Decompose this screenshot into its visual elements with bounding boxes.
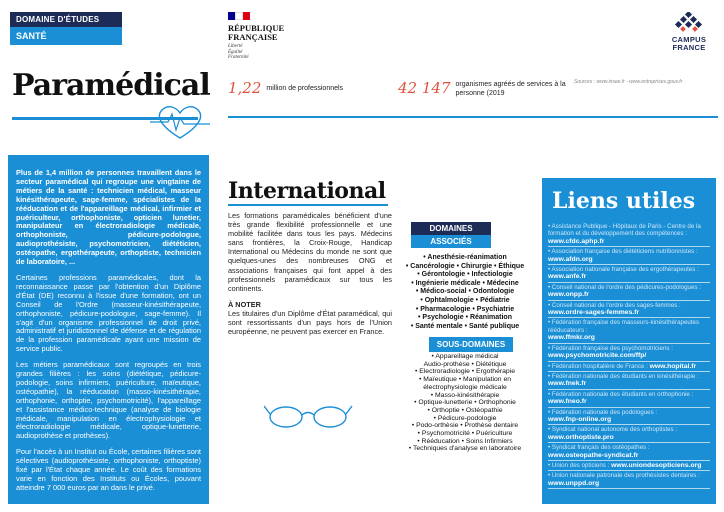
sous-domaine-item: électrophysiologie médicale [423, 383, 507, 391]
lien-url-link[interactable]: www.cfdc.aphp.fr [548, 237, 605, 245]
lien-description: • Conseil national de l'ordre des sages-femmes : [548, 301, 681, 309]
lien-description: • Union nationale patronale des prothésistes dentaires : [548, 472, 700, 480]
international-underline [228, 204, 388, 206]
lien-description: • Fédération nationale des podologues : [548, 408, 658, 416]
international-text [228, 211, 392, 343]
domaine-item: • Santé mentale • Santé publique [410, 322, 520, 330]
lien-url-link[interactable]: www.osteopathe-syndicat.fr [548, 451, 639, 459]
lien-url-link[interactable]: www.uniondesopticiens.org [611, 461, 702, 469]
lien-url-link[interactable]: www.anfe.fr [548, 273, 587, 281]
liens-panel [542, 178, 716, 504]
domaine-item: • Cancérologie • Chirurgie • Éthique [405, 262, 525, 270]
lien-description: • Fédération française des masseurs-kinésithérapeutes rééducateurs : [548, 319, 700, 334]
domaines-list [400, 254, 530, 331]
international-paragraph: Les formations paramédicales bénéficient d'une très grande flexibilité professionnelle et une mobilité facilitée dans tous les pays. Médecins sans frontières, la Croix-Rouge, Handicap International ou Médecins du monde ne sont que quelques-unes des nombreuses ONG et associations françaises qui font appel à des professionnels paramédicaux sur tous les continents. [228, 211, 392, 293]
domaine-item: • Anesthésie-réanimation [423, 254, 507, 261]
stat-professionals [228, 80, 343, 96]
page-title: Paramédical [12, 68, 210, 103]
glasses-icon [264, 400, 354, 430]
sous-domaine-item: • Appareillage médical [431, 353, 499, 360]
sous-domaine-item: • Optique-lunetterie • Orthophonie [414, 399, 516, 407]
lien-description: • Syndicat français des ostéopathes : [548, 444, 650, 452]
domain-tag-top: DOMAINE D'ÉTUDES [10, 12, 122, 27]
lien-description: • Syndicat national autonome des orthoptistes : [548, 426, 678, 434]
sous-domaine-item: • Electroradiologie • Ergothérapie [415, 368, 515, 376]
stat-label: organismes agréés de services à la personne (2019 [455, 81, 566, 97]
rf-motto: Liberté Égalité Fraternité [228, 44, 249, 61]
lien-url-link[interactable]: www.onpp.fr [548, 291, 589, 299]
lien-url-link[interactable]: www.fneo.fr [548, 398, 587, 406]
lien-item [548, 471, 710, 489]
lien-item [548, 222, 710, 247]
domaine-item: • Ingénierie médicale • Médecine [411, 279, 519, 287]
sous-domaine-item: • Psychomotricité • Puériculture [417, 430, 513, 438]
lien-item [548, 283, 710, 301]
sources-note: Sources : www.insee.fr - www.entreprises.gouv.fr [574, 79, 683, 85]
filieres-paragraph: Les métiers paramédicaux sont regroupés en trois grandes filières : les soins (diététique, pédicure-podologie, soins infirmiers, puériculture, maïeutique, ostéopathie), la rééducation (masso-kinésithérapie, orthophonie, orthoptie, psychomotricité), l'appareillage et l'assistance médico-technique (analyse de biologie médicale, manipulation en électrophysiologie et électroradiologie médicale, optique-lunetterie, audioprothèse et prothèses). [16, 360, 201, 441]
sous-domaine-item: • Maïeutique • Manipulation en [418, 376, 512, 384]
lien-url-link[interactable]: www.fnp-online.org [548, 415, 612, 423]
liens-list [548, 222, 710, 489]
lien-description: • Fédération nationale des étudiants en kinésithérapie : [548, 372, 699, 380]
intro-panel [8, 155, 209, 504]
lien-url-link[interactable]: www.ordre-sages-femmes.fr [548, 309, 640, 317]
lien-description: • Association française des diététiciens nutritionnistes : [548, 248, 698, 256]
stat-organisms [398, 80, 568, 98]
lien-description: • Conseil national de l'ordre des pédicures-podologues : [548, 283, 701, 291]
domaine-item: • Gérontologie • Infectiologie [417, 271, 513, 279]
sous-domaine-item: • Pédicure-podologie [433, 414, 497, 422]
lien-item [548, 443, 710, 461]
lien-url-link[interactable]: www.fnek.fr [548, 380, 587, 388]
acces-paragraph: Pour l'accès à un Institut ou École, certaines filières sont sélectives (audioprothésiste, orthophoniste, orthoptiste) fixé par l'État chaque année. Le coût des formations varie en fonction des Instituts ou Écoles, pouvant atteindre 7 000 euros par an dans le privé. [16, 447, 201, 492]
lien-item [548, 301, 710, 319]
international-title: International [228, 178, 386, 204]
lien-description: • Fédération hospitalière de France : [548, 362, 648, 370]
campus-france-icon [672, 12, 706, 34]
campus-france-name: CAMPUS FRANCE [671, 35, 707, 52]
lien-item [548, 408, 710, 426]
domaines-badge: DOMAINES ASSOCIÉS [411, 222, 491, 248]
lien-description: • Union des opticiens : [548, 461, 610, 469]
ordre-paragraph: Certaines professions paramédicales, dont la reconnaissance passe par l'obtention d'un Diplôme d'État (DE) reconnu à l'issue d'une formation, ont un Conseil de l'Ordre (masseur-kinésithérapeute, orthophoniste, pédicure-podologue, sage-femme). Il s'agit d'un organisme professionnel de droit privé, administratif et juridictionnel de défense et de régulation de la profession paramédicale ayant une mission de service public. [16, 272, 201, 354]
lien-item [548, 425, 710, 443]
heart-pulse-icon [150, 102, 210, 142]
lien-url-link[interactable]: www.afdn.org [548, 255, 593, 263]
stats-underline [228, 116, 718, 118]
lien-item [548, 318, 710, 343]
sous-domaine-item: Audio-prothèse • Diététique [423, 360, 507, 368]
lien-item [548, 344, 710, 362]
stat-label: million de professionnels [266, 84, 344, 92]
lien-url-link[interactable]: www.hopital.fr [649, 362, 697, 370]
stat-value: 42 147 [398, 79, 451, 97]
lien-item [548, 265, 710, 283]
sous-domaine-item: • Podo-orthèsie • Prothèse dentaire [411, 422, 519, 430]
sous-domaines-badge: SOUS-DOMAINES [429, 337, 513, 352]
lien-description: • Fédération nationale des étudiants en orthophonie : [548, 390, 694, 398]
lien-description: • Fédération française des psychomotriciens : [548, 344, 673, 352]
lien-url-link[interactable]: www.unppd.org [548, 479, 600, 487]
republique-francaise-logo [228, 12, 308, 61]
domaine-item: • Médico-social • Odontologie [415, 288, 515, 296]
lien-item [548, 362, 710, 372]
lien-url-link[interactable]: www.psychomotricite.com/ffp/ [548, 352, 647, 360]
domaine-item: • Psychologie • Réanimation [418, 314, 512, 322]
note-heading: À NOTER [228, 299, 261, 309]
liens-title: Liens utiles [552, 188, 696, 214]
lien-item [548, 461, 710, 471]
french-flag-icon [228, 12, 250, 20]
sous-domaine-item: • Rééducation • Soins Infirmiers [417, 437, 513, 445]
sous-domaine-item: • Masso-kinésithérapie [430, 391, 500, 399]
sous-domaine-item: • Orthoptie • Ostéopathie [427, 406, 503, 414]
intro-paragraph: Plus de 1,4 million de personnes travaillent dans le secteur paramédical qui regroupe une vingtaine de métiers de la santé : technicien médical, masseur kinésithérapeute, sage-femme, spécialistes de la rééducation et de l'appareillage médical, infirmier et puériculteur, orthophoniste, opticien lunetier, manipulateur en électroradiologie médicale, orthophoniste, pédicure-podologue, audioprothésiste, psychomotricien, diététicien, ostéopathe, ergothérapeute, orthoptiste, technicien de laboratoire, ... [16, 168, 201, 267]
campus-france-logo [663, 12, 715, 52]
lien-url-link[interactable]: www.orthoptiste.pro [548, 433, 614, 441]
lien-item [548, 247, 710, 265]
rf-name: RÉPUBLIQUE FRANÇAISE [228, 23, 285, 42]
lien-description: • Assistance Publique - Hôpitaux de Paris - Centre de la formation et du développement des compétences : [548, 223, 701, 238]
domain-tag [10, 12, 122, 45]
sous-domaines-list [395, 353, 535, 453]
domaine-item: • Pharmacologie • Psychiatrie [415, 305, 515, 313]
lien-url-link[interactable]: www.ffmkr.org [548, 334, 595, 342]
lien-description: • Association nationale française des ergothérapeutes : [548, 266, 699, 274]
lien-item [548, 390, 710, 408]
domain-tag-bottom: SANTÉ [10, 27, 122, 45]
note-paragraph: Les titulaires d'un Diplôme d'État paramédical, qui sont ressortissants d'un pays hors de l'Union européenne, ne peuvent pas exercer en France. [228, 308, 392, 337]
sous-domaine-item: • Techniques d'analyse en laboratoire [408, 445, 522, 453]
stat-value: 1,22 [228, 79, 262, 97]
lien-item [548, 372, 710, 390]
domaine-item: • Ophtalmologie • Pédiatrie [420, 296, 510, 304]
